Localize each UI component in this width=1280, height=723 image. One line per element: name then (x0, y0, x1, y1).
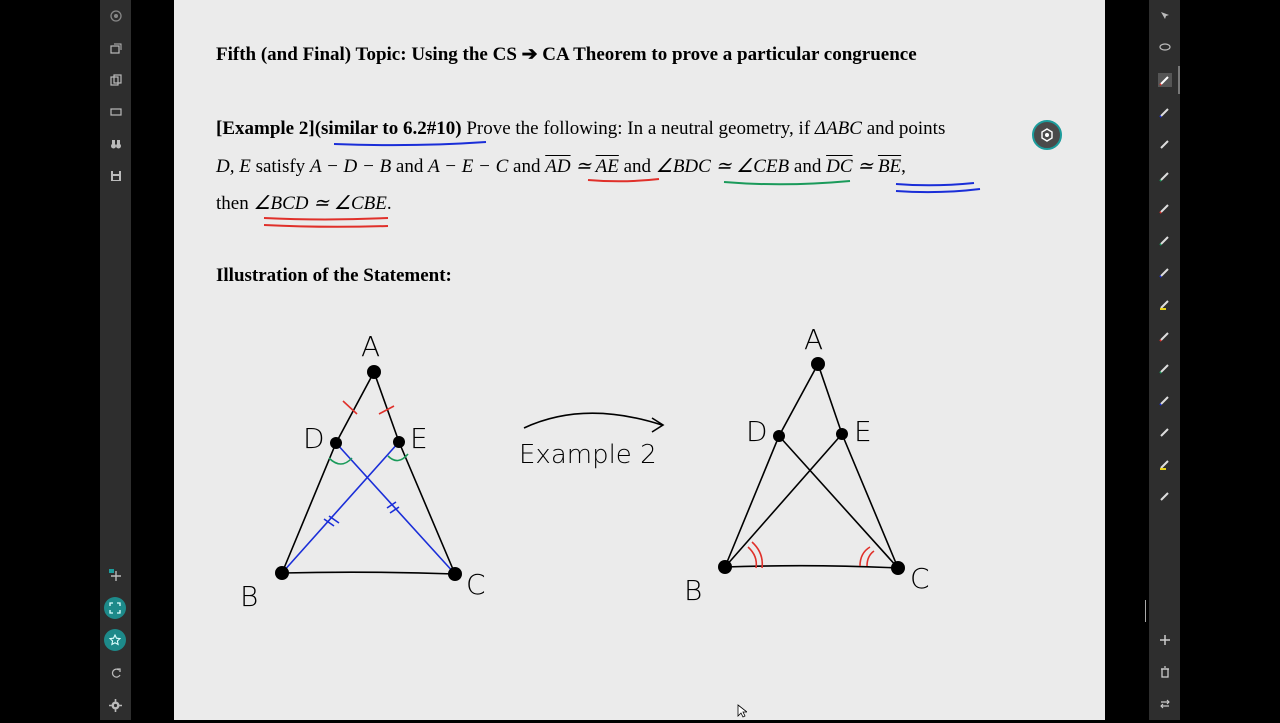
right-point-b (718, 560, 732, 574)
left-tick-dc-1 (324, 519, 334, 526)
highlighter-yellow-2-icon[interactable] (1149, 452, 1180, 476)
period: . (386, 193, 392, 214)
left-arc-e (388, 454, 408, 461)
pen-red-3-icon[interactable] (1149, 324, 1180, 348)
left-tick-ae (379, 406, 394, 414)
left-point-d (330, 437, 342, 449)
right-point-a (811, 357, 825, 371)
right-point-c (891, 561, 905, 575)
left-diagram (282, 372, 455, 574)
segment-dc: $\overline{DC}$ (826, 156, 853, 177)
right-label-a: A (804, 323, 824, 356)
left-point-e (393, 436, 405, 448)
then-text: then (216, 193, 254, 214)
right-point-d (773, 430, 785, 442)
example-arrow (524, 413, 662, 428)
pen-green-3-icon[interactable] (1149, 356, 1180, 380)
right-side-ab (725, 364, 818, 567)
right-segment-dc (779, 436, 898, 568)
left-label-c: C (466, 568, 486, 601)
pen-black-icon[interactable] (1149, 132, 1180, 156)
fullscreen-icon[interactable] (104, 597, 126, 619)
right-label-c: C (910, 562, 930, 595)
example-line-3 (216, 192, 392, 215)
left-segment-eb (282, 442, 399, 573)
pen-blue-3-icon[interactable] (1149, 388, 1180, 412)
right-label-d: D (746, 415, 768, 448)
conclusion-angles: ∠BCD ≃ ∠CBE (253, 193, 387, 214)
undo-icon[interactable] (100, 4, 131, 28)
collapse-icon[interactable] (1149, 692, 1180, 716)
example-line-2 (216, 155, 906, 178)
left-side-ac (374, 372, 455, 574)
pen-blue-icon[interactable] (1149, 100, 1180, 124)
left-point-c (448, 567, 462, 581)
right-arc-b-1 (748, 547, 756, 568)
highlighter-yellow-icon[interactable] (1149, 292, 1180, 316)
and-1: and (391, 156, 429, 177)
example-text-1a: Prove the following: In a neutral geometry, if (461, 118, 815, 139)
left-points (275, 365, 462, 581)
shapes-icon[interactable] (100, 36, 131, 60)
example-label: [Example 2] (216, 118, 315, 139)
betweenness-adb: A − D − B (309, 156, 392, 177)
triangle-abc: ΔABC (814, 118, 862, 139)
right-arc-c-2 (867, 551, 874, 566)
settings-icon[interactable] (100, 693, 131, 717)
select-icon[interactable] (1149, 4, 1180, 28)
example-line-1 (216, 118, 945, 140)
left-point-a (367, 365, 381, 379)
example-text-2b: satisfy (250, 156, 310, 177)
scroll-indicator[interactable] (1145, 600, 1146, 622)
page-title: Fifth (and Final) Topic: Using the CS ➔ CA Theorem to prove a particular congruence (216, 44, 917, 65)
left-segment-dc (336, 443, 455, 574)
underline-concl-red-2 (264, 225, 388, 227)
left-label-b: B (240, 580, 259, 613)
illustration-heading: Illustration of the Statement: (216, 265, 452, 286)
floating-settings-button[interactable] (1032, 120, 1062, 150)
add-tool-icon[interactable] (1149, 628, 1180, 652)
left-tick-eb-2 (390, 507, 399, 513)
and-4: and (789, 156, 827, 177)
cong-2: ≃ (852, 156, 878, 177)
right-arc-c-1 (860, 547, 870, 566)
document-page (174, 0, 1105, 720)
right-label-b: B (684, 574, 703, 607)
pen-black-2-icon[interactable] (1149, 420, 1180, 444)
right-toolbar (1149, 0, 1180, 720)
cong-1: ≃ (570, 156, 596, 177)
binoculars-icon[interactable] (100, 132, 131, 156)
pen-blue-2-icon[interactable] (1149, 260, 1180, 284)
left-side-ab (282, 372, 374, 573)
right-segment-eb (725, 434, 842, 567)
delete-icon[interactable] (1149, 660, 1180, 684)
left-point-b (275, 566, 289, 580)
underline-dcbe-blue-2 (896, 189, 980, 192)
underline-ref-blue (334, 142, 486, 145)
left-label-d: D (303, 422, 325, 455)
left-tick-dc-2 (329, 516, 339, 523)
right-side-ac (818, 364, 898, 568)
left-side-bc (282, 572, 455, 574)
redo-icon[interactable] (100, 661, 131, 685)
segment-ad: $\overline{AD}$ (545, 156, 571, 177)
and-3: and (618, 156, 656, 177)
left-tick-ad (343, 401, 357, 414)
left-label-e: E (410, 422, 428, 455)
right-side-bc (725, 566, 898, 568)
rectangle-icon[interactable] (100, 100, 131, 124)
example-ref: (similar to 6.2#10) (314, 118, 462, 139)
left-toolbar (100, 0, 131, 720)
angle-bdc-ceb: ∠BDC ≃ ∠CEB (655, 156, 790, 177)
betweenness-aec: A − E − C (428, 156, 509, 177)
right-point-e (836, 428, 848, 440)
underline-adae-red (588, 179, 659, 181)
ink-layer (174, 0, 1105, 720)
copy-icon[interactable] (100, 68, 131, 92)
pen-red-active[interactable] (1149, 68, 1180, 92)
comma: , (901, 156, 906, 177)
right-points (718, 357, 905, 575)
arrow-label: Example 2 (519, 440, 657, 470)
right-label-e: E (854, 415, 872, 448)
mouse-cursor-icon (737, 704, 747, 723)
and-2: and (508, 156, 546, 177)
lasso-icon[interactable] (1149, 36, 1180, 60)
pen-red-icon[interactable] (1149, 196, 1180, 220)
left-label-a: A (361, 330, 381, 363)
example-text-1b: and points (861, 118, 946, 139)
underline-angles-green (724, 181, 850, 184)
save-icon[interactable] (100, 164, 131, 188)
right-diagram (725, 364, 898, 568)
underline-concl-red-1 (264, 218, 388, 220)
pen-green-2-icon[interactable] (1149, 228, 1180, 252)
favorite-icon[interactable] (104, 629, 126, 651)
segment-ae: $\overline{AE}$ (595, 156, 619, 177)
active-pen-indicator (1178, 66, 1180, 94)
underline-dcbe-blue-1 (896, 183, 974, 185)
left-tick-eb-1 (387, 502, 396, 508)
segment-be: $\overline{BE}$ (877, 156, 902, 177)
points-de: D, E (216, 156, 251, 177)
left-arc-d (329, 458, 352, 464)
right-arc-b-2 (752, 542, 762, 568)
pen-green-icon[interactable] (1149, 164, 1180, 188)
example-arrow-head (652, 418, 663, 432)
add-page-icon[interactable] (100, 564, 131, 588)
pen-black-3-icon[interactable] (1149, 484, 1180, 508)
